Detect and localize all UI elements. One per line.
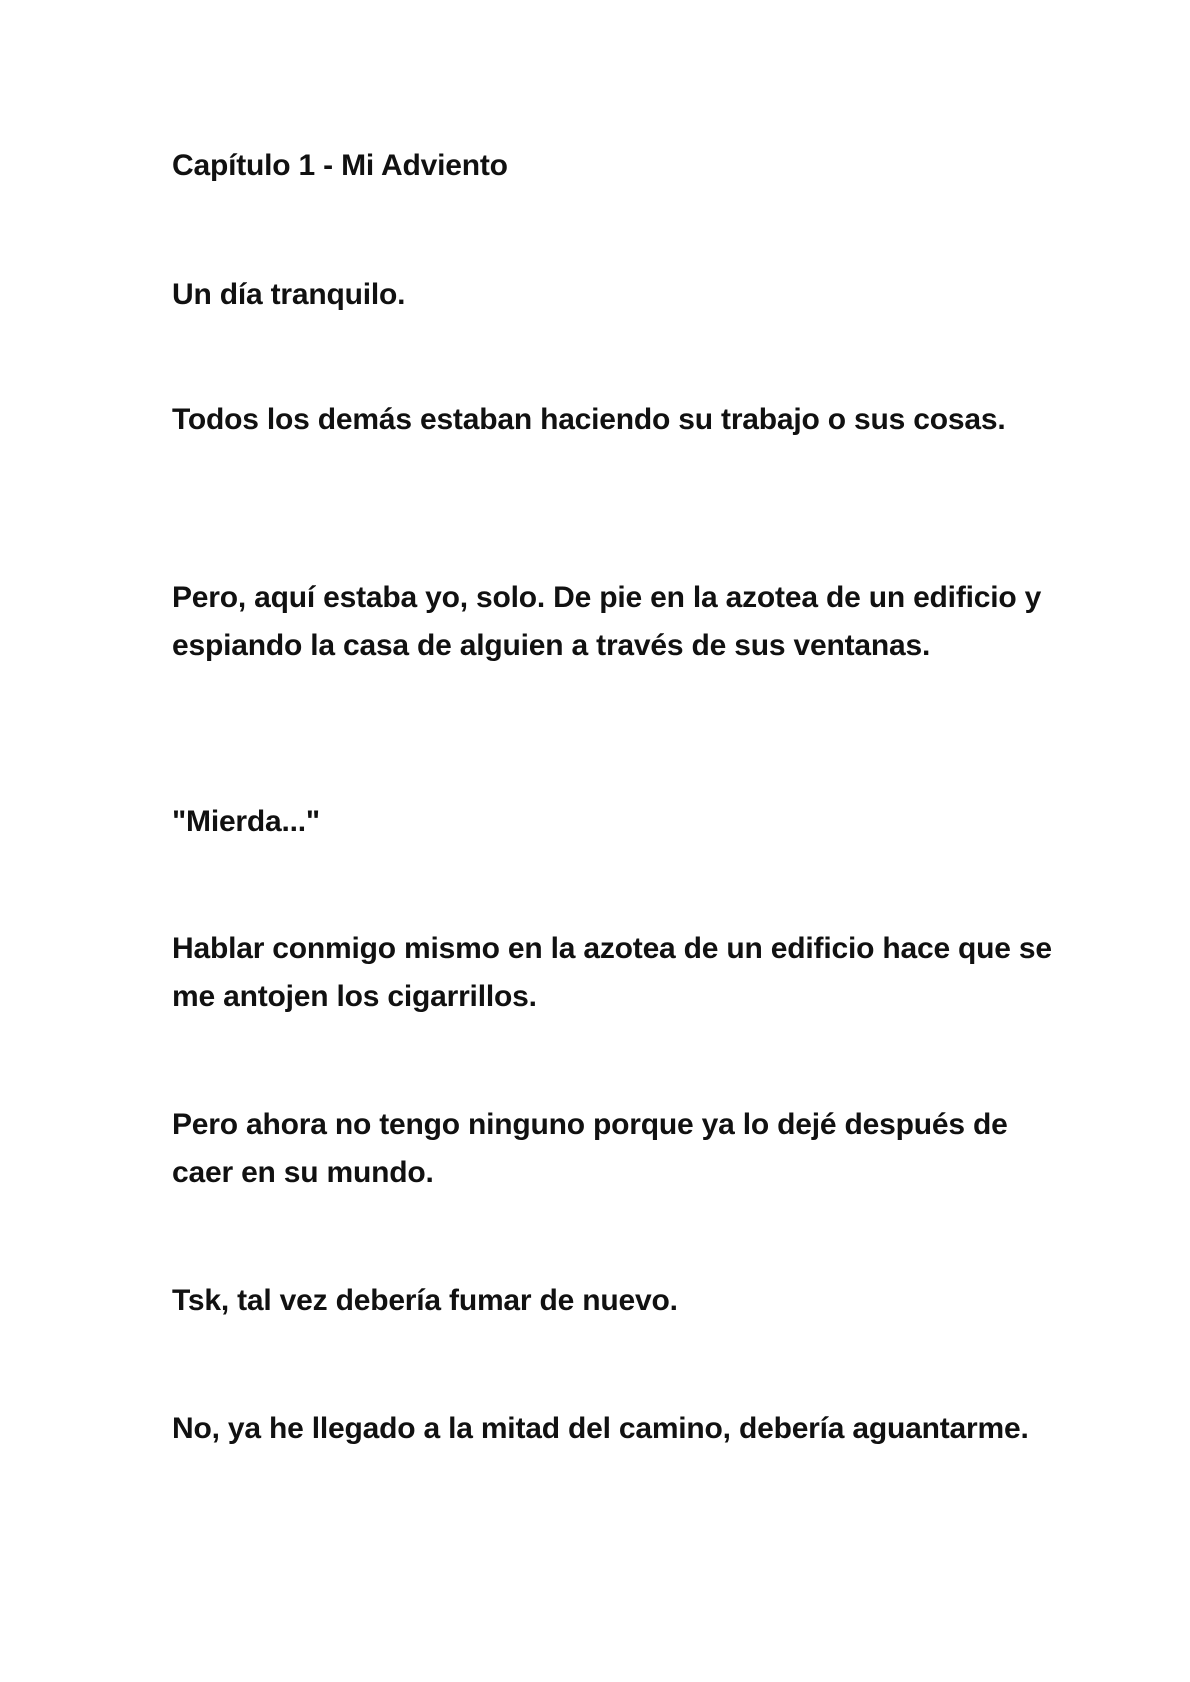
dialogue-line: "Mierda..." [172, 805, 320, 838]
paragraph: Todos los demás estaban haciendo su trabajo o sus cosas. [172, 403, 1006, 436]
paragraph: Un día tranquilo. [172, 278, 406, 311]
paragraph: Pero ahora no tengo ninguno porque ya lo dejé después de caer en su mundo. [172, 1108, 1008, 1189]
paragraph: Hablar conmigo mismo en la azotea de un edificio hace que se me antojen los cigarrillos. [172, 932, 1052, 1013]
chapter-title: Capítulo 1 - Mi Adviento [172, 149, 508, 182]
paragraph: Pero, aquí estaba yo, solo. De pie en la azotea de un edificio y espiando la casa de alguien a través de sus ventanas. [172, 581, 1042, 662]
paragraph: No, ya he llegado a la mitad del camino, debería aguantarme. [172, 1412, 1029, 1445]
paragraph: Tsk, tal vez debería fumar de nuevo. [172, 1284, 678, 1317]
